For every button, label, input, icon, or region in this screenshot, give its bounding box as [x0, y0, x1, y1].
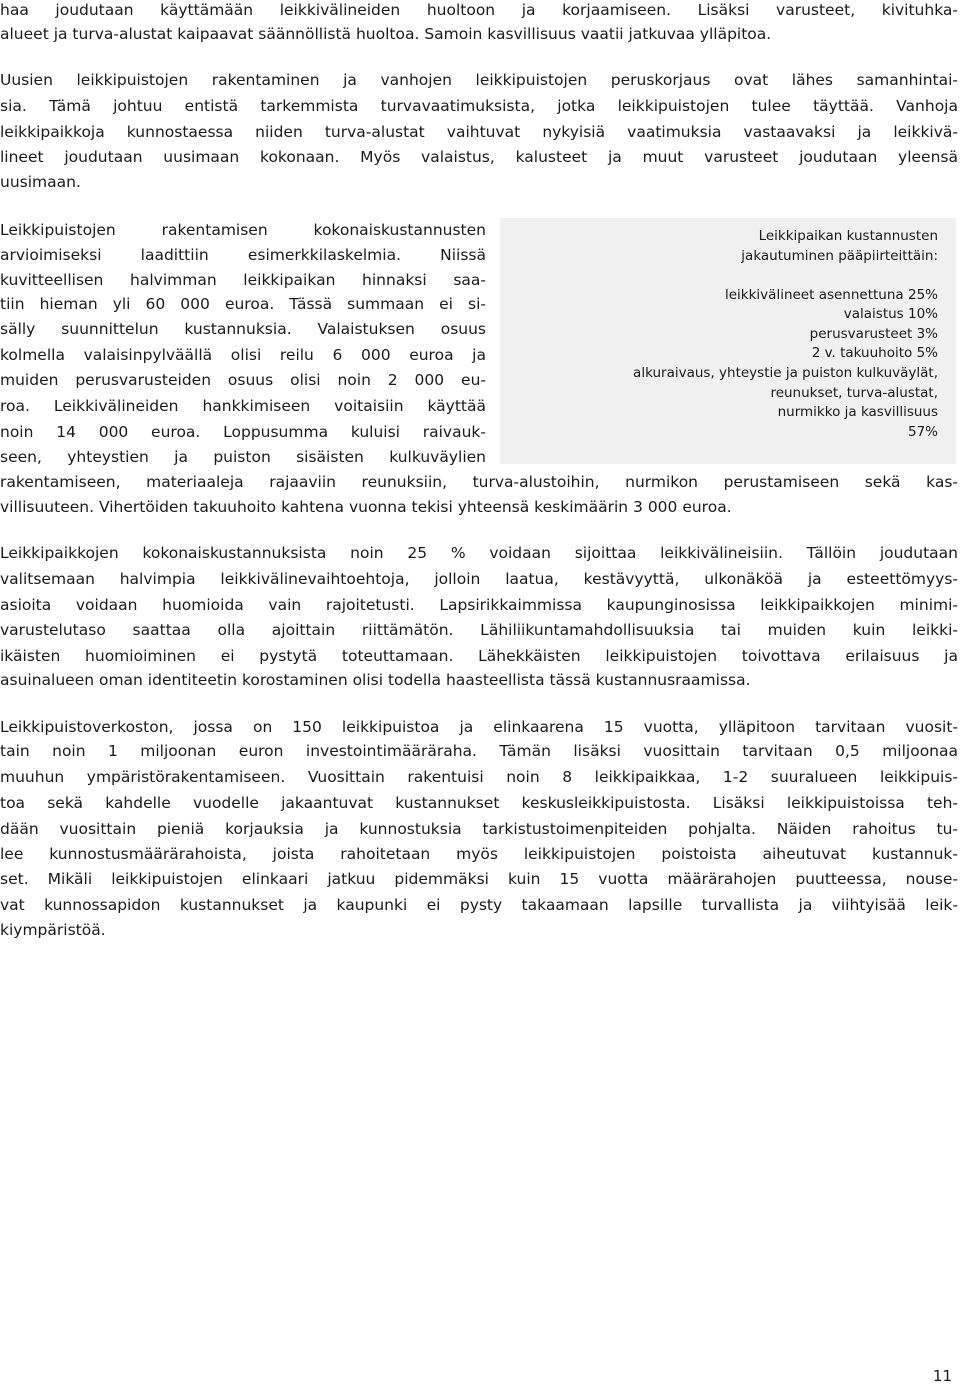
text-line: varustelutaso saattaa olla ajoittain riittämätön. Lähiliikuntamahdollisuuksia tai muiden kuin leikki- — [0, 621, 958, 639]
text-line: muuhun ympäristörakentamiseen. Vuosittain rakentuisi noin 8 leikkipaikkaa, 1-2 suuralueen leikkipuis- — [0, 768, 958, 786]
box-heading-line: jakautuminen pääpiirteittäin: — [741, 248, 938, 264]
box-item: perusvarusteet 3% — [809, 326, 938, 342]
text-line: kolmella valaisinpylväällä olisi reilu 6 000 euroa ja — [0, 346, 486, 364]
text-line: Leikkipaikkojen kokonaiskustannuksista noin 25 % voidaan sijoittaa leikkivälineisiin. Tällöin joudutaan — [0, 544, 958, 562]
text-line: sälly suunnittelun kustannuksia. Valaistuksen osuus — [0, 320, 486, 338]
text-line: kiympäristöä. — [0, 921, 106, 939]
text-line: toa sekä kahdelle vuodelle jakaantuvat kustannukset keskusleikkipuistosta. Lisäksi leikkipuistoissa teh- — [0, 794, 958, 812]
text-line: Leikkipuistojen rakentamisen kokonaiskustannusten — [0, 221, 486, 239]
text-line: kuvitteellisen halvimman leikkipaikan hinnaksi saa- — [0, 271, 486, 289]
text-line: seen, yhteystien ja puiston sisäisten kulkuväylien — [0, 448, 486, 466]
text-line: uusimaan. — [0, 173, 81, 191]
box-item: 2 v. takuuhoito 5% — [811, 345, 938, 361]
text-line: asioita voidaan huomioida vain rajoitetusti. Lapsirikkaimmissa kaupunginosissa leikkipaikkojen minimi- — [0, 596, 958, 614]
text-line: tiin hieman yli 60 000 euroa. Tässä summaan ei si- — [0, 295, 486, 313]
box-item: leikkivälineet asennettuna 25% — [724, 287, 938, 303]
text-line: lee kunnostusmäärärahoista, joista rahoitetaan myös leikkipuistojen poistoista aiheutuvat kustannuk- — [0, 845, 958, 863]
box-item: 57% — [907, 424, 938, 440]
text-line: valitsemaan halvimpia leikkivälinevaihtoehtoja, jolloin laatua, kestävyyttä, ulkonäköä ja esteettömyys- — [0, 570, 958, 588]
text-line: arvioimiseksi laadittiin esimerkkilaskelmia. Niissä — [0, 246, 486, 264]
box-item: reunukset, turva-alustat, — [770, 385, 938, 401]
box-item: nurmikko ja kasvillisuus — [777, 404, 938, 420]
box-item: alkuraivaus, yhteystie ja puiston kulkuväylät, — [633, 365, 938, 381]
box-item: valaistus 10% — [843, 306, 938, 322]
text-line: roa. Leikkivälineiden hankkimiseen voitaisiin käyttää — [0, 397, 486, 415]
text-line: vat kunnossapidon kustannukset ja kaupunki ei pysty takaamaan lapsille turvallista ja viihtyisää leik- — [0, 896, 958, 914]
text-line: Leikkipuistoverkoston, jossa on 150 leikkipuistoa ja elinkaarena 15 vuotta, ylläpitoon tarvitaan vuosit- — [0, 718, 958, 736]
box-heading-line: Leikkipaikan kustannusten — [758, 228, 938, 244]
text-line: asuinalueen oman identiteetin korostaminen olisi todella haasteellista tässä kustannusraamissa. — [0, 671, 751, 689]
text-line: muiden perusvarusteiden osuus olisi noin 2 000 eu- — [0, 371, 486, 389]
text-line: villisuuteen. Vihertöiden takuuhoito kahtena vuonna tekisi yhteensä keskimäärin 3 000 euroa. — [0, 498, 732, 516]
cost-breakdown-box — [500, 218, 956, 464]
text-line: noin 14 000 euroa. Loppusumma kuluisi raivauk- — [0, 423, 486, 441]
text-line: Uusien leikkipuistojen rakentaminen ja vanhojen leikkipuistojen peruskorjaus ovat lähes samanhintai- — [0, 71, 958, 89]
text-line: rakentamiseen, materiaaleja rajaaviin reunuksiin, turva-alustoihin, nurmikon perustamiseen sekä kas- — [0, 473, 958, 491]
page-number: 11 — [932, 1367, 952, 1385]
text-line: leikkipaikkoja kunnostaessa niiden turva-alustat vaihtuvat nykyisiä vaatimuksia vastaavaksi ja leikkivä- — [0, 123, 958, 141]
text-line: set. Mikäli leikkipuistojen elinkaari jatkuu pidemmäksi kuin 15 vuotta määrärahojen puutteessa, nouse- — [0, 870, 958, 888]
text-line: ikäisten huomioiminen ei pystytä toteuttamaan. Lähekkäisten leikkipuistojen toivottava erilaisuus ja — [0, 647, 958, 665]
text-line: alueet ja turva-alustat kaipaavat säännöllistä huoltoa. Samoin kasvillisuus vaatii jatkuvaa ylläpitoa. — [0, 25, 772, 43]
text-line: tain noin 1 miljoonan euron investointimääräraha. Tämän lisäksi vuosittain tarvitaan 0,5 miljoonaa — [0, 742, 958, 760]
text-line: lineet joudutaan uusimaan kokonaan. Myös valaistus, kalusteet ja muut varusteet joudutaan yleensä — [0, 148, 958, 166]
text-line: dään vuosittain pieniä korjauksia ja kunnostuksia tarkistustoimenpiteiden pohjalta. Näiden rahoitus tu- — [0, 820, 958, 838]
text-line: haa joudutaan käyttämään leikkivälineiden huoltoon ja korjaamiseen. Lisäksi varusteet, kivituhka- — [0, 1, 958, 19]
text-line: sia. Tämä johtuu entistä tarkemmista turvavaatimuksista, jotka leikkipuistojen tulee täyttää. Vanhoja — [0, 97, 958, 115]
